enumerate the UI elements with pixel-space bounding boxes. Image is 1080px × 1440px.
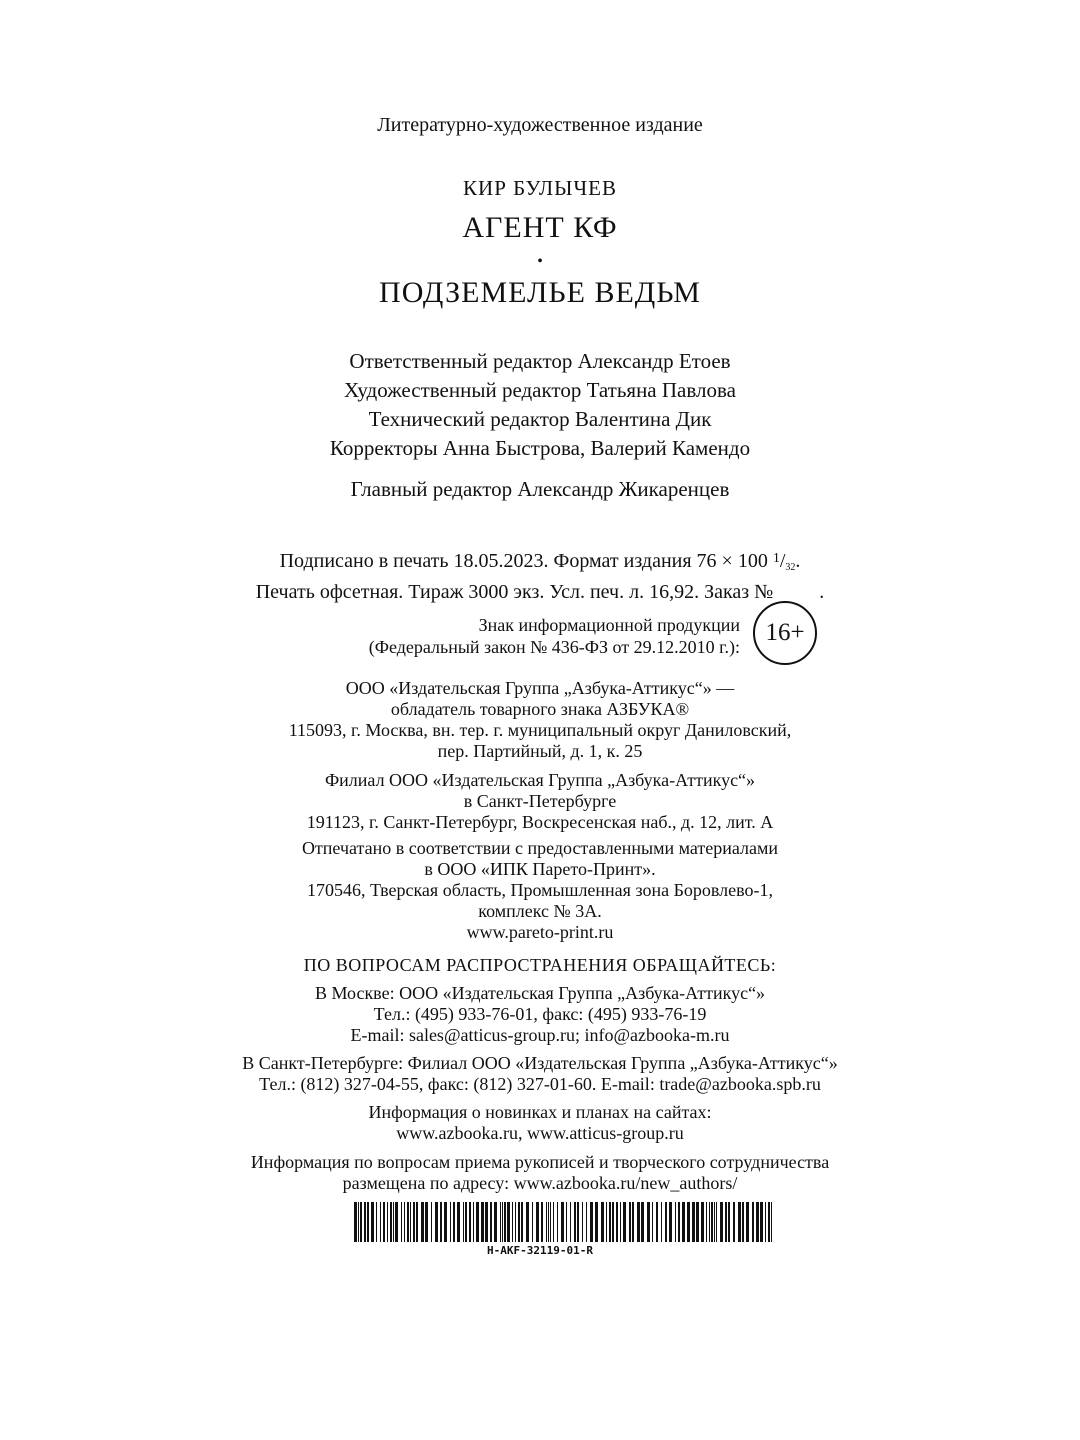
moscow-line: Тел.: (495) 933-76-01, факс: (495) 933-76-19 [373,1004,707,1024]
barcode-bar [620,1202,621,1242]
print-info-text: Подписано в печать 18.05.2023. Формат издания 76 × 100 [279,550,773,572]
barcode-bar [720,1202,723,1242]
barcode-bar [457,1202,460,1242]
manuscripts-line: Информация по вопросам приема рукописей и творческого сотрудничества [250,1152,830,1172]
barcode-bar [526,1202,529,1242]
barcode-bar [553,1202,554,1242]
barcode-bar [647,1202,650,1242]
branch-line: Филиал ООО «Издательская Группа „Азбука-Аттикус“» [324,770,756,790]
novelties-line: www.azbooka.ru, www.atticus-group.ru [396,1123,684,1143]
barcode-bar [354,1202,357,1242]
barcode-bar [570,1202,571,1242]
barcode-bar [771,1202,772,1242]
format-slash: / [779,550,786,572]
publisher-info [0,678,1080,762]
barcode-bar [669,1202,672,1242]
barcode-bar [380,1202,381,1242]
barcode-bar [435,1202,438,1242]
barcode-bar [725,1202,727,1242]
barcode-bar [476,1202,479,1242]
genre-line: Литературно-художественное издание [377,114,703,136]
barcode-bar [706,1202,707,1242]
barcode-bar [733,1202,735,1242]
barcode-bar [682,1202,685,1242]
barcode-bar [561,1202,564,1242]
barcode-bar [512,1202,513,1242]
barcode-bar [574,1202,576,1242]
barcode-bar [678,1202,680,1242]
printer-website: www.pareto-print.ru [466,922,614,942]
barcode-bar [756,1202,759,1242]
barcode-bar [546,1202,547,1242]
barcode-bar [507,1202,510,1242]
publisher-line: 115093, г. Москва, вн. тер. г. муниципальный округ Даниловский, [288,720,792,740]
barcode-bar [440,1202,442,1242]
novelties-line: Информация о новинках и планах на сайтах: [368,1102,712,1122]
print-info-text: . [795,550,801,572]
barcode-bar [465,1202,467,1242]
barcode-bar [746,1202,749,1242]
spb-contacts [0,1053,1080,1095]
chief-editor: Главный редактор Александр Жикаренцев [350,477,730,501]
barcode-bar [590,1202,593,1242]
barcode-bar [728,1202,730,1242]
age-rating-badge: 16+ [753,601,817,665]
barcode-bar [383,1202,385,1242]
age-rating-line: (Федеральный закон № 436-ФЗ от 29.12.2010 г.): [368,637,740,657]
branch-line: 191123, г. Санкт-Петербург, Воскресенская наб., д. 12, лит. А [306,812,774,832]
manuscripts-info [0,1152,1080,1194]
format-fraction [773,550,796,572]
barcode-bar [500,1202,501,1242]
barcode-bar [609,1202,611,1242]
barcode-bar [532,1202,533,1242]
barcode-bar [367,1202,369,1242]
barcode-bar [616,1202,618,1242]
barcode-bar [742,1202,744,1242]
barcode-bar [416,1202,418,1242]
barcode-bar [765,1202,766,1242]
barcode-bar [390,1202,392,1242]
age-rating-line: Знак информационной продукции [478,615,740,635]
barcode-bar [696,1202,699,1242]
editorial-credits [0,347,1080,463]
credit-line: Ответственный редактор Александр Етоев [349,349,731,373]
barcode-bar [490,1202,492,1242]
barcode-bar [469,1202,471,1242]
barcode-bar [401,1202,402,1242]
barcode-bar [629,1202,631,1242]
barcode-bar [515,1202,516,1242]
barcode-bar [485,1202,488,1242]
barcode-bar [387,1202,388,1242]
format-numerator: 1 [772,551,780,566]
barcode-bar [371,1202,374,1242]
barcode-bar [606,1202,607,1242]
publisher-line: обладатель товарного знака АЗБУКА® [390,699,690,719]
barcode-bar [425,1202,428,1242]
barcode-bar [360,1202,362,1242]
barcode-bar [641,1202,644,1242]
barcode-bar [623,1202,626,1242]
age-rating-notice [300,614,740,658]
author-name: КИР БУЛЫЧЕВ [463,176,617,200]
barcode-bar [444,1202,447,1242]
print-info-line-1 [0,547,1080,580]
barcode-bar [595,1202,598,1242]
barcode-bar [450,1202,451,1242]
barcode-bar [395,1202,398,1242]
barcode-bar [404,1202,405,1242]
barcode-bar [577,1202,579,1242]
moscow-line: E-mail: sales@atticus-group.ru; info@azbooka-m.ru [350,1025,730,1045]
barcode-bar [536,1202,539,1242]
barcode-bar [473,1202,474,1242]
barcode-bar [716,1202,717,1242]
barcode-bar [410,1202,411,1242]
barcode-bar [582,1202,583,1242]
barcode-bar [692,1202,695,1242]
print-info-line-2 [0,580,1080,604]
novelties-info [0,1102,1080,1144]
barcode-bar [504,1202,506,1242]
publisher-line: ООО «Издательская Группа „Азбука-Аттикус“» — [345,678,735,698]
barcode-bar [612,1202,614,1242]
barcode-bar [358,1202,359,1242]
barcode-bar [548,1202,549,1242]
barcode-bar [760,1202,763,1242]
barcode-bar [601,1202,604,1242]
barcode-bar [661,1202,662,1242]
print-info [0,547,1080,604]
barcode-bar [714,1202,715,1242]
barcode-bar [521,1202,523,1242]
book-title-2: ПОДЗЕМЕЛЬЕ ВЕДЬМ [379,276,701,309]
book-title-1: АГЕНТ КФ [462,211,618,244]
barcode-bar [586,1202,587,1242]
barcode-bar [541,1202,543,1242]
moscow-line: В Москве: ООО «Издательская Группа „Азбука-Аттикус“» [314,983,766,1003]
barcode-bar [518,1202,520,1242]
barcode-bar [407,1202,409,1242]
barcode-bar [675,1202,676,1242]
distribution-heading: ПО ВОПРОСАМ РАСПРОСТРАНЕНИЯ ОБРАЩАЙТЕСЬ: [303,955,777,975]
spb-line: Тел.: (812) 327-04-55, факс: (812) 327-01-60. E-mail: trade@azbooka.spb.ru [259,1074,821,1094]
spb-line: В Санкт-Петербурге: Филиал ООО «Издательская Группа „Азбука-Аттикус“» [242,1053,838,1073]
barcode-bar [550,1202,551,1242]
credit-line: Технический редактор Валентина Дик [368,407,712,431]
format-denominator: 32 [785,562,796,573]
barcode-bar [652,1202,653,1242]
barcode-bar [738,1202,741,1242]
printer-line: комплекс № 3А. [478,901,602,921]
barcode-bar [637,1202,640,1242]
credit-line: Корректоры Анна Быстрова, Валерий Каменд​о [329,436,751,460]
branch-info [0,770,1080,833]
printer-line: в ООО «ИПК Парето-Принт». [424,859,656,879]
barcode-bar [364,1202,366,1242]
barcode-bar [463,1202,464,1242]
barcode-bar [566,1202,567,1242]
barcode-bar [665,1202,667,1242]
credit-line: Художественный редактор Татьяна Павлова [344,378,736,402]
barcode-bar [393,1202,394,1242]
barcode-bar [431,1202,432,1242]
printer-line: Отпечатано в соответствии с предоставленными материалами [301,838,779,858]
barcode-bar [687,1202,690,1242]
barcode-bar [701,1202,704,1242]
barcode-bar [752,1202,754,1242]
barcode-bar [656,1202,658,1242]
barcode-bar [557,1202,558,1242]
title-separator: • [537,253,543,270]
print-info-text: . [819,581,825,603]
barcode-graphic [354,1202,774,1242]
barcode-bar [494,1202,497,1242]
moscow-contacts [0,983,1080,1046]
publisher-line: пер. Партийный, д. 1, к. 25 [437,741,643,761]
barcode-bar [709,1202,710,1242]
barcode-bar [711,1202,713,1242]
barcode-bar [421,1202,424,1242]
manuscripts-line: размещена по адресу: www.azbooka.ru/new_authors/ [342,1173,738,1193]
barcode-bar [502,1202,503,1242]
barcode-bar [453,1202,455,1242]
barcode-bar [376,1202,377,1242]
print-info-text: Печать офсетная. Тираж 3000 экз. Усл. печ. л. 16,92. Заказ № [255,581,774,603]
barcode-bar [768,1202,770,1242]
branch-line: в Санкт-Петербурге [463,791,617,811]
barcode-bar [413,1202,415,1242]
barcode-bar [481,1202,484,1242]
barcode-label: H-AKF-32119-01-R [487,1244,593,1257]
printer-line: 170546, Тверская область, Промышленная зона Боровлево-1, [306,880,774,900]
barcode-bar [632,1202,634,1242]
printer-info [0,838,1080,943]
